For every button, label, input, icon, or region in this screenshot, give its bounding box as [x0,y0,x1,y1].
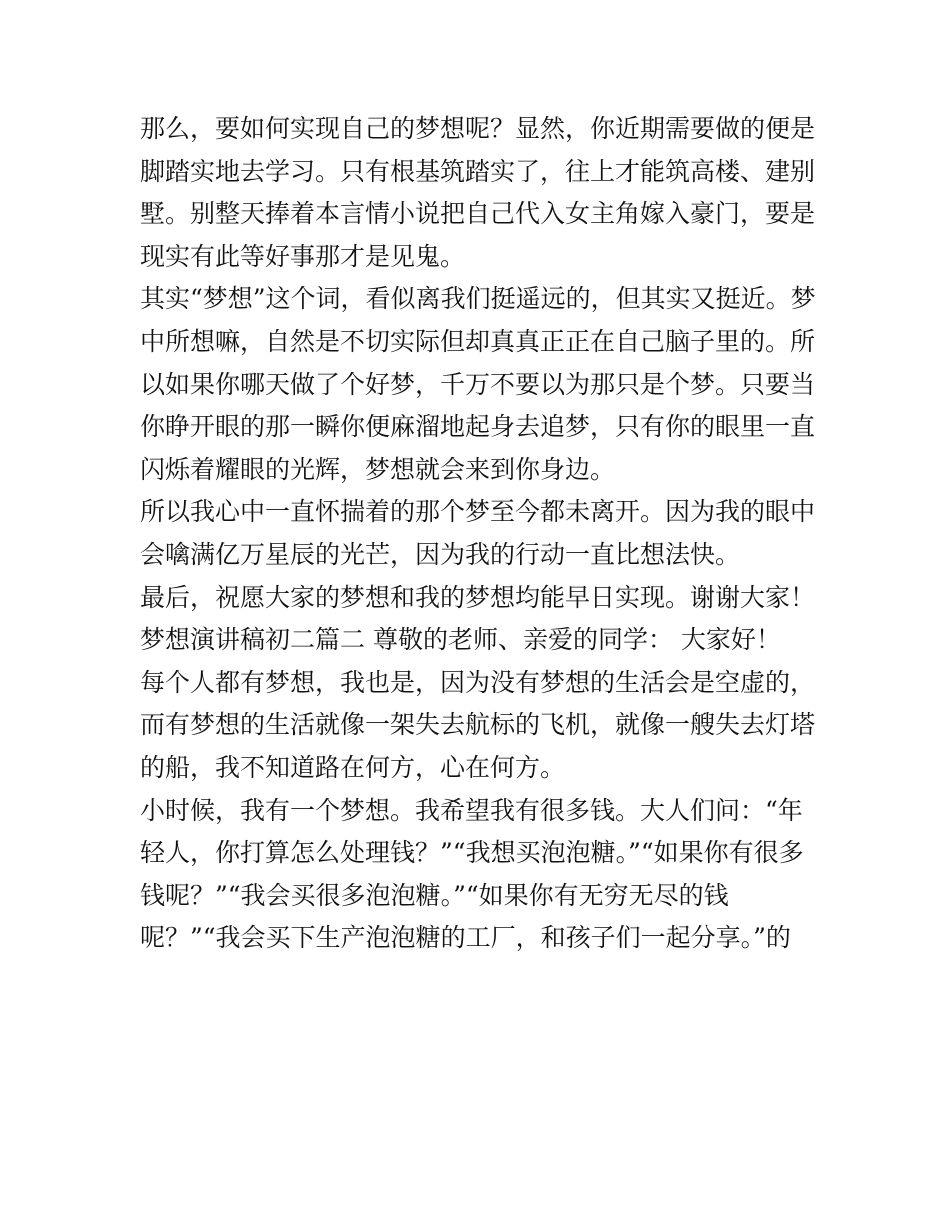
text-line: 中所想嘛，自然是不切实际但却真真正正在自己脑子里的。所 [140,326,816,356]
text-line: 以如果你哪天做了个好梦，千万不要以为那只是个梦。只要当 [140,369,816,399]
paragraph-childhood-dream [140,790,820,960]
paragraph-dream-word [140,278,820,491]
text-line: 会噙满亿万星辰的光芒，因为我的行动一直比想法快。 [140,539,741,569]
text-line: 墅。别整天捧着本言情小说把自己代入女主角嫁入豪门，要是 [140,199,816,229]
text-line: 而有梦想的生活就像一架失去航标的飞机，就像一艘失去灯塔 [140,710,816,740]
text-line: 其实“梦想”这个词，看似离我们挺遥远的，但其实又挺近。梦 [140,284,816,314]
document-body [140,108,820,960]
text-line: 梦想演讲稿初二篇二 尊敬的老师、亲爱的同学： 大家好！ [140,625,781,655]
text-line: 钱呢？”“我会买很多泡泡糖。”“如果你有无穷无尽的钱 [140,880,729,910]
text-line: 小时候，我有一个梦想。我希望我有很多钱。大人们问：“年 [140,795,803,825]
text-line: 你睁开眼的那一瞬你便麻溜地起身去追梦，只有你的眼里一直 [140,412,816,442]
text-line: 闪烁着耀眼的光辉，梦想就会来到你身边。 [140,454,616,484]
text-line: 轻人，你打算怎么处理钱？”“我想买泡泡糖。”“如果你有很多 [140,838,804,868]
speech-two-heading [140,619,820,662]
text-line: 那么，要如何实现自己的梦想呢？显然，你近期需要做的便是 [140,114,816,143]
text-line: 现实有此等好事那才是见鬼。 [140,241,466,271]
text-line: 的船，我不知道路在何方，心在何方。 [140,752,566,782]
text-line: 脚踏实地去学习。只有根基筑踏实了，往上才能筑高楼、建别 [140,156,816,186]
text-line: 所以我心中一直怀揣着的那个梦至今都未离开。因为我的眼中 [140,497,816,527]
text-line: 最后，祝愿大家的梦想和我的梦想均能早日实现。谢谢大家！ [140,582,816,612]
paragraph-everyone-has-dream [140,662,820,790]
paragraph-dream-in-heart [140,491,820,576]
text-line: 呢？”“我会买下生产泡泡糖的工厂，和孩子们一起分享。”的 [140,923,791,953]
paragraph-how-to-achieve-dream [140,108,820,278]
text-line: 每个人都有梦想，我也是，因为没有梦想的生活会是空虚的， [140,667,816,697]
paragraph-closing-wishes [140,577,820,620]
